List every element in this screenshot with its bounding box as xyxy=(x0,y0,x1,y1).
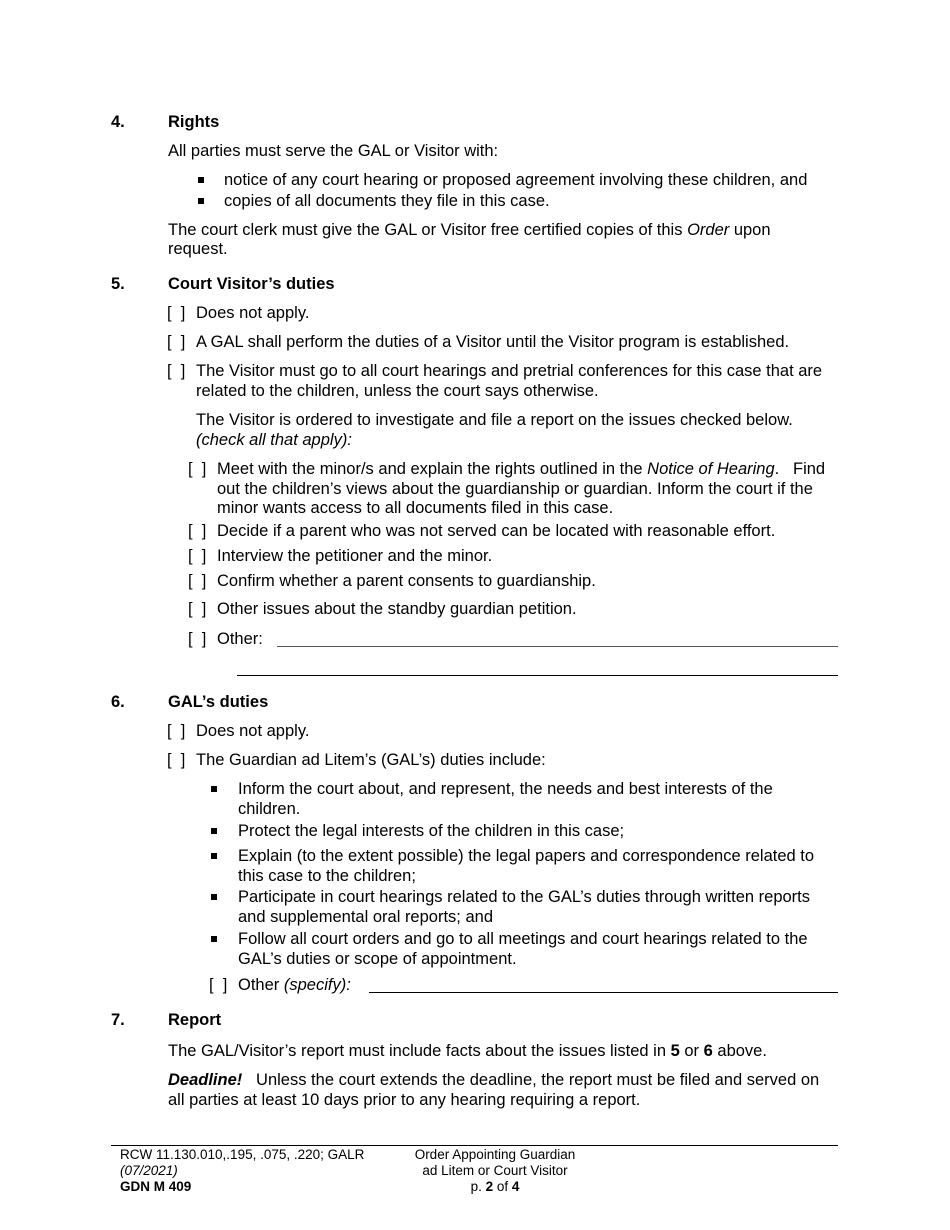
checkbox-gal-performs-visitor[interactable]: [ ] xyxy=(167,333,186,351)
checkbox-gal-duties[interactable]: [ ] xyxy=(167,751,186,769)
checkbox-other-visitor[interactable]: [ ] xyxy=(188,630,207,648)
investigate-text: The Visitor is ordered to investigate and file a report on the issues checked below. xyxy=(196,411,793,429)
section-6-heading: GAL’s duties xyxy=(168,693,269,711)
section-4-number: 4. xyxy=(111,113,125,131)
checkbox-parent-consent[interactable]: [ ] xyxy=(188,572,207,590)
gal-duty-1-cont: children. xyxy=(238,800,301,818)
checkbox-standby-issues[interactable]: [ ] xyxy=(188,600,207,618)
gal-performs-visitor-label: A GAL shall perform the duties of a Visitor until the Visitor program is established. xyxy=(196,333,790,351)
gal-not-apply-label: Does not apply. xyxy=(196,722,310,740)
visitor-not-apply-label: Does not apply. xyxy=(196,304,310,322)
bullet-icon xyxy=(211,828,217,834)
gal-duty-4: Participate in court hearings related to the GAL’s duties through written reports xyxy=(238,888,811,906)
gal-other-input-line[interactable] xyxy=(369,992,838,993)
gal-duty-1: Inform the court about, and represent, the needs and best interests of the xyxy=(238,780,773,798)
deadline-text: Deadline! Unless the court extends the deadline, the report must be filed and served on xyxy=(168,1071,820,1089)
visitor-hearings-label: The Visitor must go to all court hearings and pretrial conferences for this case that are xyxy=(196,362,823,380)
meet-minor-label-cont2: minor wants access to all documents filed in this case. xyxy=(217,499,614,517)
gal-duty-3-cont: this case to the children; xyxy=(238,867,416,885)
rights-intro: All parties must serve the GAL or Visitor with: xyxy=(168,142,499,160)
meet-minor-label-cont: out the children’s views about the guardianship or guardian. Inform the court if the xyxy=(217,480,813,498)
gal-duties-label: The Guardian ad Litem’s (GAL’s) duties include: xyxy=(196,751,546,769)
visitor-hearings-label-cont: related to the children, unless the court says otherwise. xyxy=(196,382,599,400)
checkbox-visitor-hearings[interactable]: [ ] xyxy=(167,362,186,380)
section-4-heading: Rights xyxy=(168,113,220,131)
section-5-number: 5. xyxy=(111,275,125,293)
footer-page-number: p. 2 of 4 xyxy=(470,1179,520,1194)
footer-rule xyxy=(111,1145,838,1146)
checkbox-interview[interactable]: [ ] xyxy=(188,547,207,565)
footer-title-2: ad Litem or Court Visitor xyxy=(422,1163,568,1178)
other-visitor-label: Other: xyxy=(217,630,263,648)
rights-bullet-2: copies of all documents they file in this case. xyxy=(224,192,550,210)
parent-consent-label: Confirm whether a parent consents to guardianship. xyxy=(217,572,596,590)
interview-label: Interview the petitioner and the minor. xyxy=(217,547,493,565)
gal-other-label: Other (specify): xyxy=(238,976,351,994)
gal-duty-4-cont: and supplemental oral reports; and xyxy=(238,908,493,926)
checkbox-visitor-not-apply[interactable]: [ ] xyxy=(167,304,186,322)
checkbox-meet-minor[interactable]: [ ] xyxy=(188,460,207,478)
gal-duty-5-cont: GAL’s duties or scope of appointment. xyxy=(238,950,517,968)
bullet-icon xyxy=(198,177,204,183)
bullet-icon xyxy=(211,894,217,900)
checkbox-gal-not-apply[interactable]: [ ] xyxy=(167,722,186,740)
rights-bullet-1: notice of any court hearing or proposed agreement involving these children, and xyxy=(224,171,808,189)
gal-duty-2: Protect the legal interests of the children in this case; xyxy=(238,822,625,840)
gal-duty-5: Follow all court orders and go to all meetings and court hearings related to the xyxy=(238,930,808,948)
footer-form-number: GDN M 409 xyxy=(120,1179,192,1194)
other-visitor-input-line-2[interactable] xyxy=(237,675,838,676)
footer-title-1: Order Appointing Guardian xyxy=(414,1147,576,1162)
standby-issues-label: Other issues about the standby guardian petition. xyxy=(217,600,577,618)
bullet-icon xyxy=(198,198,204,204)
locate-parent-label: Decide if a parent who was not served can be located with reasonable effort. xyxy=(217,522,776,540)
section-7-number: 7. xyxy=(111,1011,125,1029)
clerk-text-cont: request. xyxy=(168,240,228,258)
section-7-heading: Report xyxy=(168,1011,222,1029)
bullet-icon xyxy=(211,936,217,942)
footer-date: (07/2021) xyxy=(120,1163,178,1178)
clerk-text: The court clerk must give the GAL or Visitor free certified copies of this Order upon xyxy=(168,221,771,239)
bullet-icon xyxy=(211,853,217,859)
deadline-text-cont: all parties at least 10 days prior to any hearing requiring a report. xyxy=(168,1091,641,1109)
meet-minor-label: Meet with the minor/s and explain the rights outlined in the Notice of Hearing. Find xyxy=(217,460,826,478)
checkbox-locate-parent[interactable]: [ ] xyxy=(188,522,207,540)
section-5-heading: Court Visitor’s duties xyxy=(168,275,335,293)
footer-rcw: RCW 11.130.010,.195, .075, .220; GALR xyxy=(120,1147,365,1162)
section-6-number: 6. xyxy=(111,693,125,711)
bullet-icon xyxy=(211,786,217,792)
checkbox-gal-other[interactable]: [ ] xyxy=(209,976,228,994)
other-visitor-input-line[interactable] xyxy=(277,646,838,647)
report-text: The GAL/Visitor’s report must include facts about the issues listed in 5 or 6 above. xyxy=(168,1042,767,1060)
gal-duty-3: Explain (to the extent possible) the legal papers and correspondence related to xyxy=(238,847,815,865)
check-all-note: (check all that apply): xyxy=(196,431,352,449)
